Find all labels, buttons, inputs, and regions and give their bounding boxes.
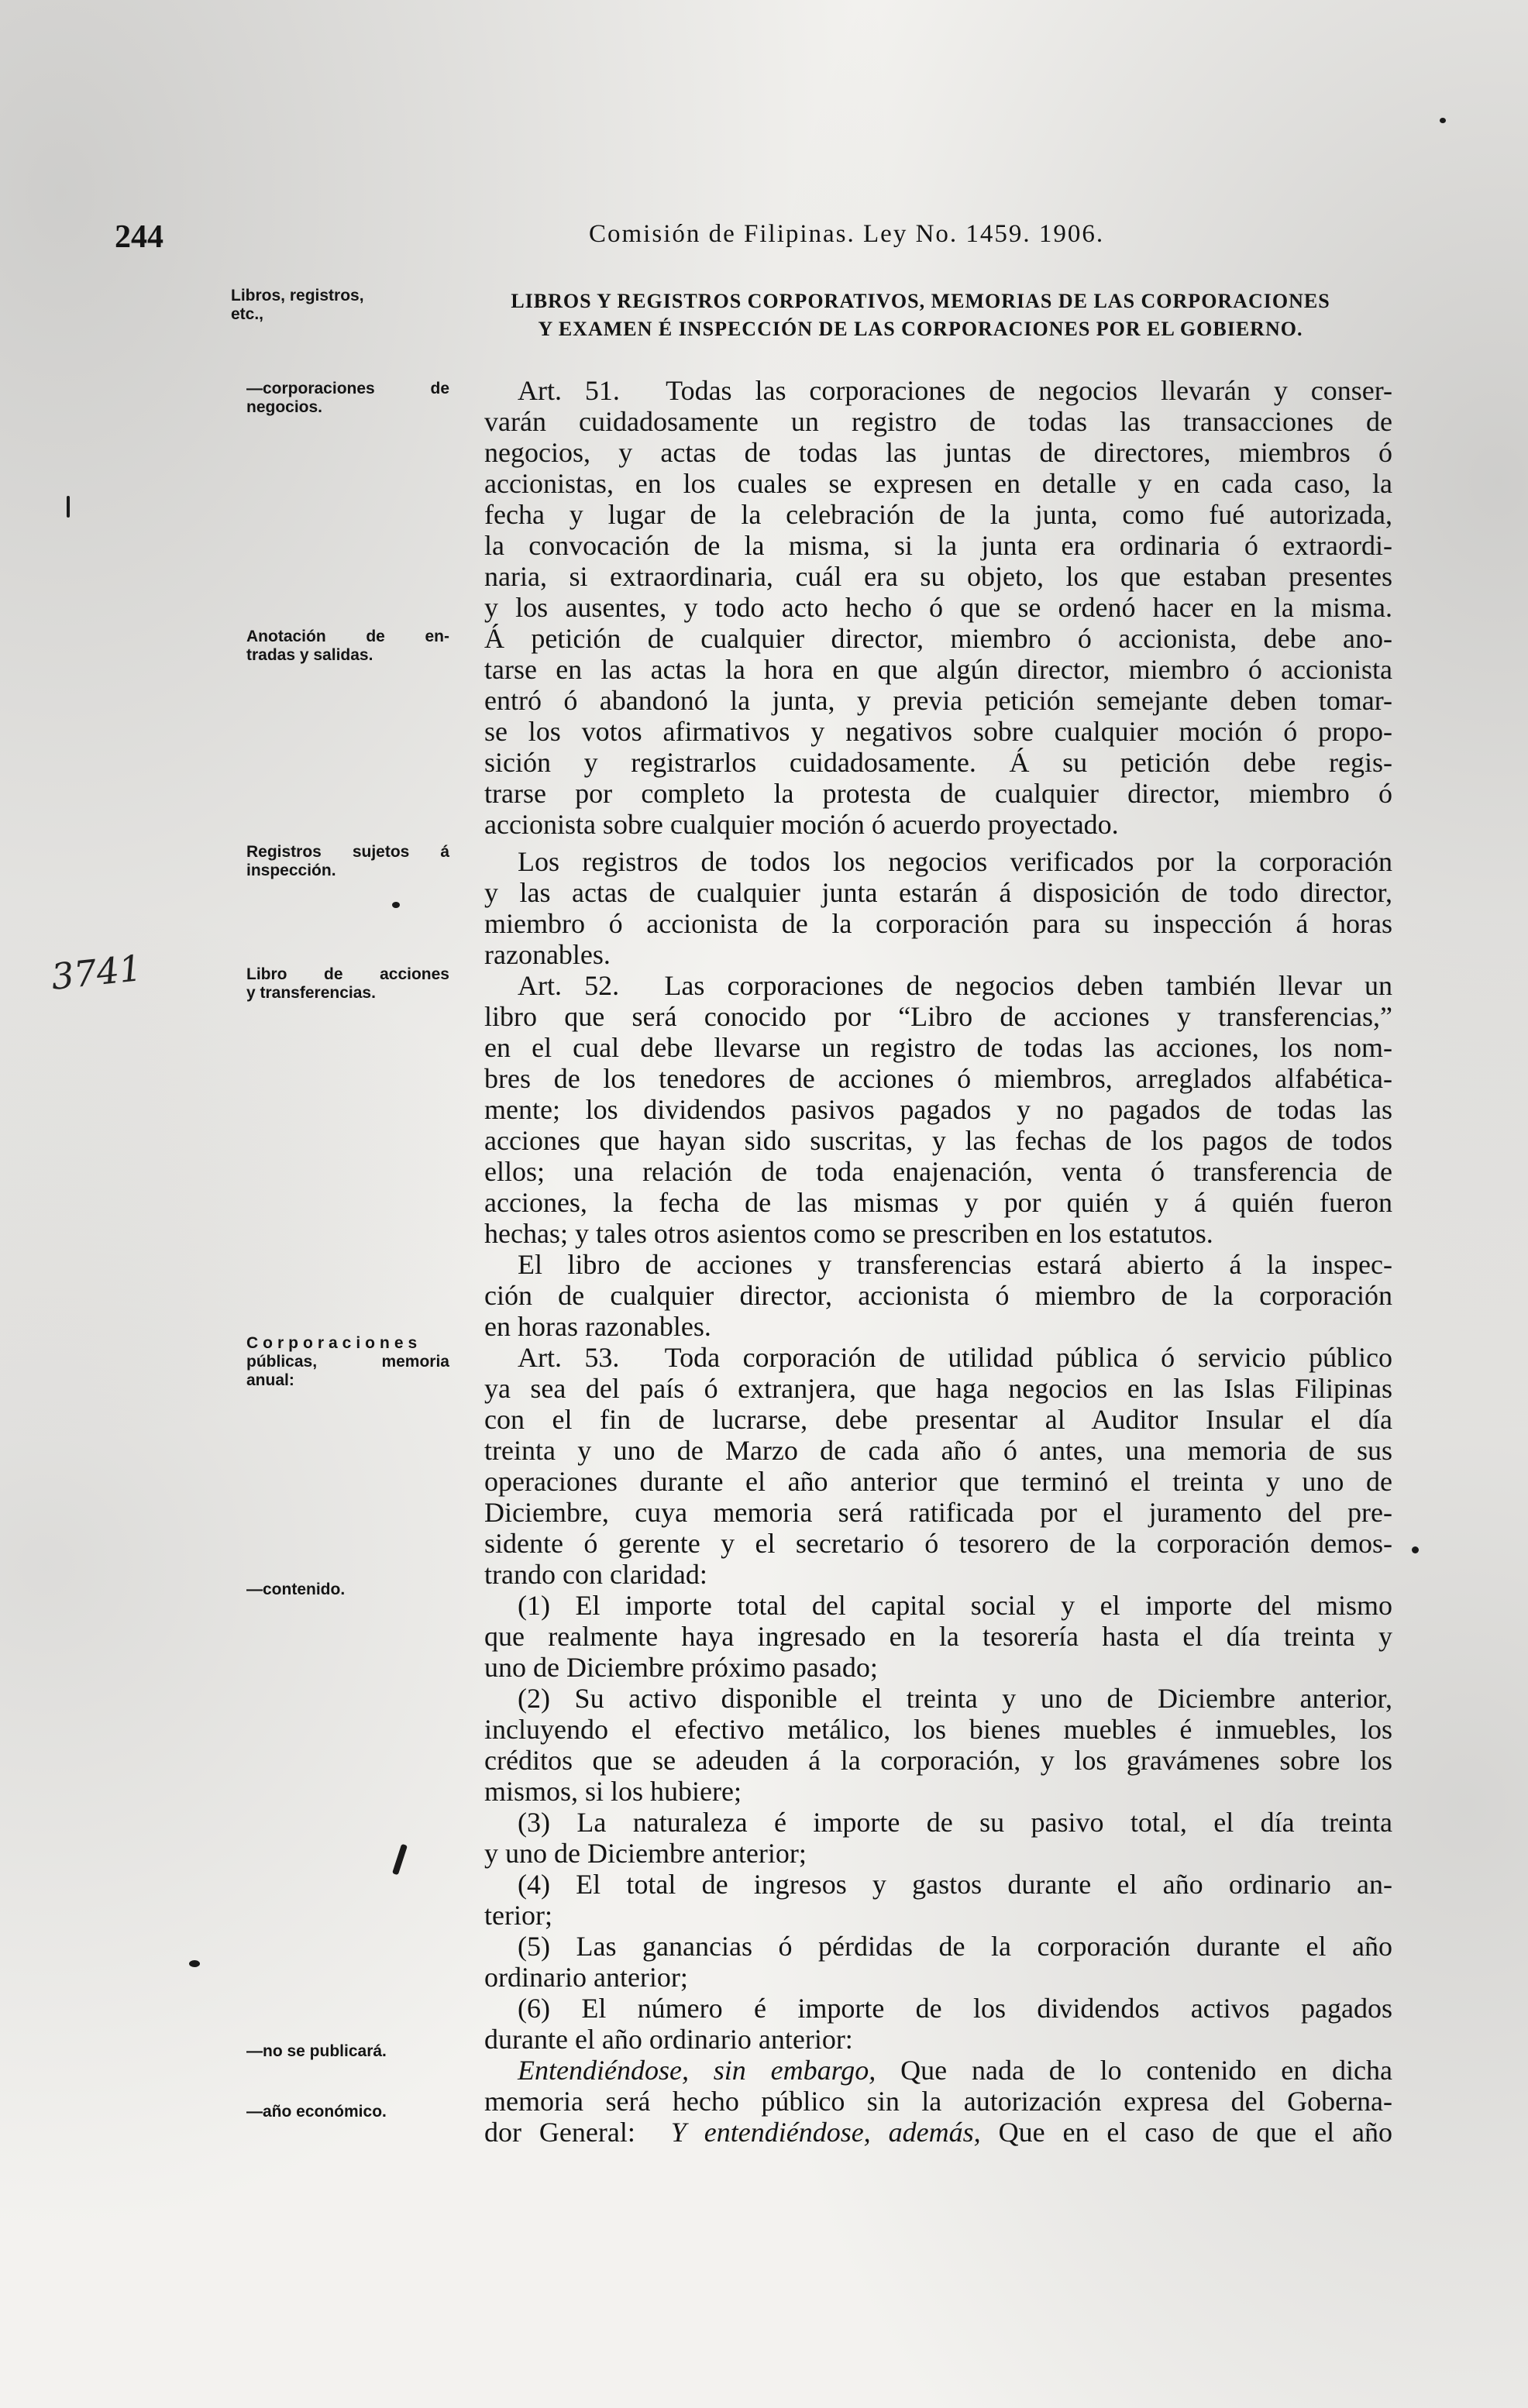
sidenote-ano-economico xyxy=(246,2103,449,2121)
body-line: hechas; y tales otros asientos como se prescriben en los estatutos. xyxy=(484,1218,1213,1249)
scan-speck xyxy=(1440,118,1446,123)
body-line: (3) La naturaleza é importe de su pasivo total, el día treinta xyxy=(518,1807,1392,1838)
article-label: Art. 51. xyxy=(518,375,620,406)
body-line: durante el año ordinario anterior: xyxy=(484,2024,853,2055)
sidenote-line: negocios. xyxy=(246,398,323,416)
body-line: El libro de acciones y transferencias estará abierto á la inspec- xyxy=(518,1249,1392,1280)
body-line: ción de cualquier director, accionista ó miembro de la corporación xyxy=(484,1280,1392,1311)
sidenote-libros-registros xyxy=(231,287,434,324)
handwritten-note: 3741 xyxy=(49,947,144,998)
body-line: razonables. xyxy=(484,939,611,970)
body-line: Art. 53. Toda corporación de utilidad pública ó servicio público xyxy=(518,1342,1392,1373)
body-line: operaciones durante el año anterior que terminó el treinta y uno de xyxy=(484,1466,1392,1497)
sidenote-line: tradas y salidas. xyxy=(246,646,373,664)
body-line: Art. 51. Todas las corporaciones de negocios llevarán y conser- xyxy=(518,375,1392,406)
body-line: se los votos afirmativos y negativos sobre cualquier moción ó propo- xyxy=(484,716,1392,747)
sidenote-line: —no se publicará. xyxy=(246,2042,387,2060)
body-line: ordinario anterior; xyxy=(484,1962,688,1993)
body-line: terior; xyxy=(484,1900,552,1931)
sidenote-registros-inspeccion xyxy=(246,843,449,880)
body-line: negocios, y actas de todas las juntas de directores, miembros ó xyxy=(484,437,1392,468)
margin-mark xyxy=(67,496,70,518)
body-line: treinta y uno de Marzo de cada año ó antes, una memoria de sus xyxy=(484,1435,1392,1466)
body-line: sidente ó gerente y el secretario ó tesorero de la corporación demos- xyxy=(484,1528,1392,1559)
body-line: entró ó abandonó la junta, y previa petición semejante deben tomar- xyxy=(484,685,1392,716)
body-line: mismos, si los hubiere; xyxy=(484,1776,742,1807)
body-line: incluyendo el efectivo metálico, los bienes muebles é inmuebles, los xyxy=(484,1714,1392,1745)
proviso-italic: Y entendiéndose, además, xyxy=(670,2117,981,2148)
section-heading-line-1: LIBROS Y REGISTROS CORPORATIVOS, MEMORIAS DE LAS CORPORACIONES xyxy=(511,290,1330,312)
section-heading-line-2: Y EXAMEN É INSPECCIÓN DE LAS CORPORACIONES POR EL GOBIERNO. xyxy=(538,318,1303,340)
body-line: acciones, la fecha de las mismas y por quién y á quién fueron xyxy=(484,1187,1392,1218)
body-line: acciones que hayan sido suscritas, y las fechas de los pagos de todos xyxy=(484,1125,1392,1156)
article-label: Art. 52. xyxy=(518,970,620,1001)
sidenote-anotacion-entradas xyxy=(246,628,449,665)
scan-speck xyxy=(392,902,400,908)
body-line: en el cual debe llevarse un registro de todas las acciones, los nom- xyxy=(484,1032,1392,1063)
sidenote-line: —corporaciones de xyxy=(246,380,449,397)
body-line: Los registros de todos los negocios verificados por la corporación xyxy=(518,846,1392,877)
body-line: ellos; una relación de toda enajenación, venta ó transferencia de xyxy=(484,1156,1392,1187)
sidenote-line: y transferencias. xyxy=(246,984,376,1002)
body-line: que realmente haya ingresado en la tesorería hasta el día treinta y xyxy=(484,1621,1392,1652)
scan-speck xyxy=(189,1960,200,1967)
body-line: trando con claridad: xyxy=(484,1559,707,1590)
sidenote-line: Corporaciones xyxy=(246,1334,422,1352)
sidenote-line: Libros, registros, xyxy=(231,287,364,304)
body-line: libro que será conocido por “Libro de acciones y transferencias,” xyxy=(484,1001,1392,1032)
body-line: (2) Su activo disponible el treinta y uno de Diciembre anterior, xyxy=(518,1683,1392,1714)
sidenote-line: —año económico. xyxy=(246,2103,387,2121)
body-line: trarse por completo la protesta de cualquier director, miembro ó xyxy=(484,778,1392,809)
sidenote-line: Registros sujetos á xyxy=(246,843,449,861)
body-line: Diciembre, cuya memoria será ratificada por el juramento del pre- xyxy=(484,1497,1392,1528)
body-line: y las actas de cualquier junta estarán á disposición de todo director, xyxy=(484,877,1392,908)
body-line: accionistas, en los cuales se expresen en detalle y en cada caso, la xyxy=(484,468,1392,499)
body-line: bres de los tenedores de acciones ó miembros, arreglados alfabética- xyxy=(484,1063,1392,1094)
body-line: (4) El total de ingresos y gastos durante el año ordinario an- xyxy=(518,1869,1392,1900)
body-line: ya sea del país ó extranjera, que haga negocios en las Islas Filipinas xyxy=(484,1373,1392,1404)
proviso-italic: Entendiéndose, sin embargo, xyxy=(518,2055,876,2086)
sidenote-line: públicas, memoria xyxy=(246,1353,449,1371)
body-line: y uno de Diciembre anterior; xyxy=(484,1838,807,1869)
body-line: Art. 52. Las corporaciones de negocios deben también llevar un xyxy=(518,970,1392,1001)
body-line: naria, si extraordinaria, cuál era su objeto, los que estaban presentes xyxy=(484,561,1392,592)
scan-speck xyxy=(392,1844,408,1876)
scan-speck xyxy=(1412,1546,1419,1553)
body-line: fecha y lugar de la celebración de la junta, como fué autorizada, xyxy=(484,499,1392,530)
page-number: 244 xyxy=(115,219,163,255)
article-label: Art. 53. xyxy=(518,1342,620,1373)
sidenote-line: Anotación de en- xyxy=(246,628,449,645)
body-line: (5) Las ganancias ó pérdidas de la corporación durante el año xyxy=(518,1931,1392,1962)
sidenote-line: etc., xyxy=(231,305,264,323)
body-line: tarse en las actas la hora en que algún director, miembro ó accionista xyxy=(484,654,1392,685)
body-line: (6) El número é importe de los dividendos activos pagados xyxy=(518,1993,1392,2024)
body-line: mente; los dividendos pasivos pagados y no pagados de todas las xyxy=(484,1094,1392,1125)
body-line: accionista sobre cualquier moción ó acuerdo proyectado. xyxy=(484,809,1119,840)
sidenote-corporaciones-negocios xyxy=(246,380,449,417)
body-line: memoria será hecho público sin la autorización expresa del Goberna- xyxy=(484,2086,1392,2117)
body-line: y los ausentes, y todo acto hecho ó que se ordenó hacer en la misma. xyxy=(484,592,1392,623)
body-line: uno de Diciembre próximo pasado; xyxy=(484,1652,878,1683)
sidenote-no-se-publicara xyxy=(246,2042,449,2061)
body-line: en horas razonables. xyxy=(484,1311,711,1342)
body-line: dor General: Y entendiéndose, además, Que en el caso de que el año xyxy=(484,2117,1393,2148)
body-line: varán cuidadosamente un registro de todas las transacciones de xyxy=(484,406,1392,437)
body-line: Á petición de cualquier director, miembro ó accionista, debe ano- xyxy=(484,623,1392,654)
sidenote-corporaciones-publicas xyxy=(246,1334,449,1390)
running-head: Comisión de Filipinas. Ley No. 1459. 1906. xyxy=(589,220,1105,248)
sidenote-contenido xyxy=(246,1581,449,1599)
body-line: Entendiéndose, sin embargo, Que nada de lo contenido en dicha xyxy=(518,2055,1393,2086)
sidenote-line: inspección. xyxy=(246,862,336,879)
body-line: con el fin de lucrarse, debe presentar al Auditor Insular el día xyxy=(484,1404,1392,1435)
body-line: la convocación de la misma, si la junta era ordinaria ó extraordi- xyxy=(484,530,1392,561)
sidenote-libro-acciones xyxy=(246,965,449,1003)
sidenote-line: Libro de acciones xyxy=(246,965,449,983)
body-line: sición y registrarlos cuidadosamente. Á su petición debe regis- xyxy=(484,747,1392,778)
body-line: créditos que se adeuden á la corporación, y los gravámenes sobre los xyxy=(484,1745,1392,1776)
sidenote-line: —contenido. xyxy=(246,1581,346,1598)
body-line: miembro ó accionista de la corporación para su inspección á horas xyxy=(484,908,1392,939)
sidenote-line: anual: xyxy=(246,1371,294,1389)
body-line: (1) El importe total del capital social y el importe del mismo xyxy=(518,1590,1392,1621)
